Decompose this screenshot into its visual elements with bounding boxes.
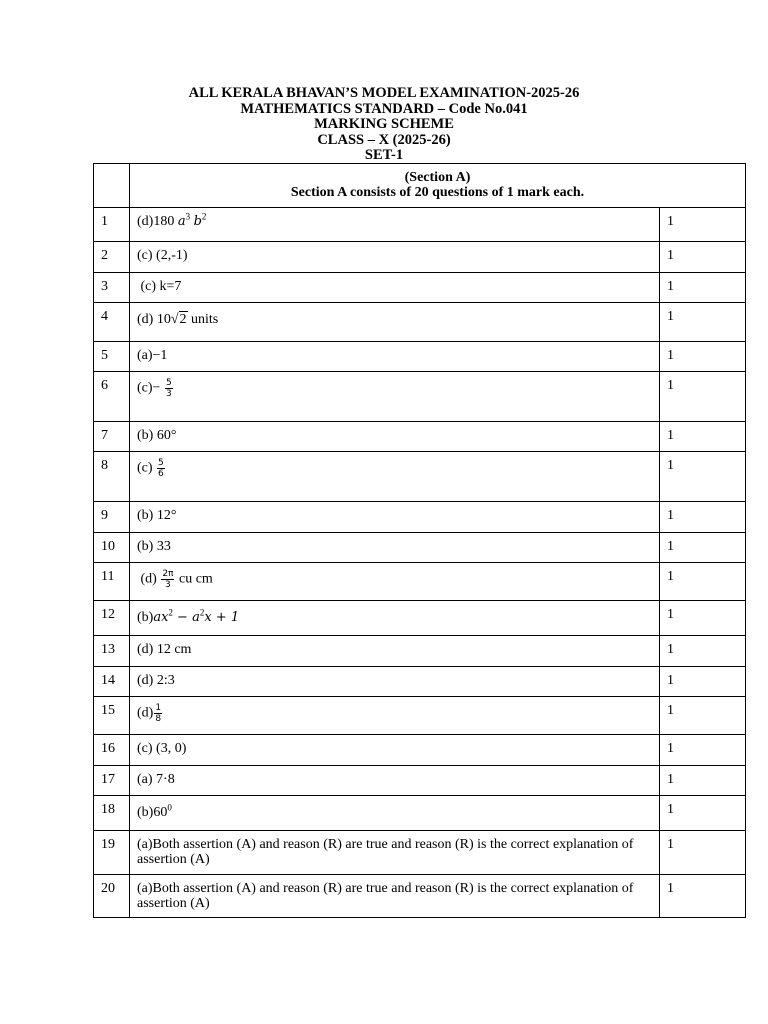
answer-cell [130,796,660,831]
mark-cell: 1 [660,667,746,697]
answer-prefix: (b)60 [137,805,168,820]
table-row [94,735,746,766]
mark-cell: 1 [660,831,746,875]
question-number: 7 [94,422,130,452]
mark-cell: 1 [660,735,746,766]
mark-cell: 1 [660,452,746,502]
var-b: b [193,214,202,229]
question-number: 4 [94,303,130,342]
table-row [94,563,746,601]
table-row [94,875,746,918]
denominator: 8 [155,714,162,724]
class-title: CLASS – X (2025-26) [317,131,451,148]
fraction [154,703,162,724]
table-row [94,636,746,667]
blank-cell [94,164,130,208]
question-number: 18 [94,796,130,831]
question-number: 6 [94,372,130,422]
mark-cell: 1 [660,875,746,918]
mark-cell: 1 [660,422,746,452]
mark-cell: 1 [660,636,746,667]
answer-cell [130,563,660,601]
denominator: 3 [165,389,172,399]
exponent: 2 [199,607,205,618]
set-title: SET-1 [364,147,404,163]
exponent: 2 [168,607,173,618]
term-x-plus-1: x + 1 [204,610,240,625]
exponent: 0 [167,802,172,813]
marking-scheme-table [93,163,746,918]
answer-prefix: (d) [137,571,157,587]
answer-cell: (b) 60° [130,422,660,452]
answer-prefix: (c) [137,460,153,476]
mark-cell: 1 [660,502,746,533]
answer-cell: (a) 7·8 [130,766,660,796]
mark-cell: 1 [660,766,746,796]
scheme-title: MARKING SCHEME [314,116,454,132]
table-row [94,796,746,831]
table-row [94,452,746,502]
question-number: 9 [94,502,130,533]
question-number: 11 [94,563,130,601]
numerator: 5 [165,378,172,388]
answer-cell: (a)−1 [130,342,660,372]
answer-cell [130,372,660,422]
answer-cell: (b) 33 [130,533,660,563]
mark-cell: 1 [660,533,746,563]
table-row [94,342,746,372]
fraction [161,569,174,590]
exponent: 3 [185,211,191,222]
answer-cell: (a)Both assertion (A) and reason (R) are true and reason (R) is the correct explanation of assertion (A) [130,831,660,875]
question-number: 16 [94,735,130,766]
section-heading [130,164,746,208]
mark-cell: 1 [660,372,746,422]
answer-cell: (c) (2,-1) [130,242,660,273]
question-number: 1 [94,208,130,242]
answer-cell: (b) 12° [130,502,660,533]
table-row [94,697,746,735]
table-row [94,303,746,342]
section-subtitle: Section A consists of 20 questions of 1 mark each. [290,185,585,200]
mark-cell: 1 [660,563,746,601]
mark-cell: 1 [660,796,746,831]
question-number: 15 [94,697,130,735]
mark-cell: 1 [660,601,746,636]
table-row [94,208,746,242]
question-number: 19 [94,831,130,875]
table-row [94,831,746,875]
answer-cell: (a)Both assertion (A) and reason (R) are true and reason (R) is the correct explanation of assertion (A) [130,875,660,918]
table-row [94,502,746,533]
answer-cell [130,208,660,242]
numerator: 2π [162,569,174,579]
question-number: 12 [94,601,130,636]
mark-cell: 1 [660,697,746,735]
radicand: 2 [179,312,187,327]
answer-cell [130,452,660,502]
mark-cell: 1 [660,242,746,273]
numerator: 5 [158,458,164,468]
answer-cell: (c) (3, 0) [130,735,660,766]
table-row [94,601,746,636]
subject-title: MATHEMATICS STANDARD – Code No.041 [240,100,528,117]
question-number: 17 [94,766,130,796]
answer-cell: (d) 12 cm [130,636,660,667]
numerator: 1 [155,703,162,713]
exam-title: ALL KERALA BHAVAN’S MODEL EXAMINATION-2025-26 [188,85,580,101]
fraction [157,458,165,479]
table-row [94,533,746,563]
answer-cell: (c) k=7 [130,273,660,303]
mark-cell: 1 [660,208,746,242]
term-ax: ax [153,610,169,625]
table-row [94,766,746,796]
answer-cell [130,697,660,735]
answer-cell: (d) 2:3 [130,667,660,697]
answer-prefix: (d) [137,705,154,721]
denominator: 6 [158,469,164,479]
answer-prefix: (c)− [137,380,161,396]
table-row [94,273,746,303]
mark-cell: 1 [660,273,746,303]
fraction [165,378,173,399]
question-number: 5 [94,342,130,372]
question-number: 10 [94,533,130,563]
question-number: 2 [94,242,130,273]
var-a: a [177,214,186,229]
section-header-row [94,164,746,208]
term-a: − a [172,610,200,625]
question-number: 14 [94,667,130,697]
table-row [94,372,746,422]
square-root: √2 [170,312,187,327]
answer-suffix: units [187,312,219,327]
mark-cell: 1 [660,342,746,372]
question-number: 20 [94,875,130,918]
question-number: 3 [94,273,130,303]
answer-cell [130,601,660,636]
table-row [94,667,746,697]
mark-cell: 1 [660,303,746,342]
document-header [0,86,768,164]
table-row [94,242,746,273]
denominator: 3 [165,580,171,590]
answer-prefix: (d)180 [137,214,175,229]
table-row [94,422,746,452]
answer-suffix: cu cm [175,571,213,587]
question-number: 13 [94,636,130,667]
answer-prefix: (d) 10 [137,312,171,327]
section-title: (Section A) [404,170,471,185]
answer-prefix: (b) [137,610,154,625]
answer-cell [130,303,660,342]
question-number: 8 [94,452,130,502]
exponent: 2 [201,211,207,222]
